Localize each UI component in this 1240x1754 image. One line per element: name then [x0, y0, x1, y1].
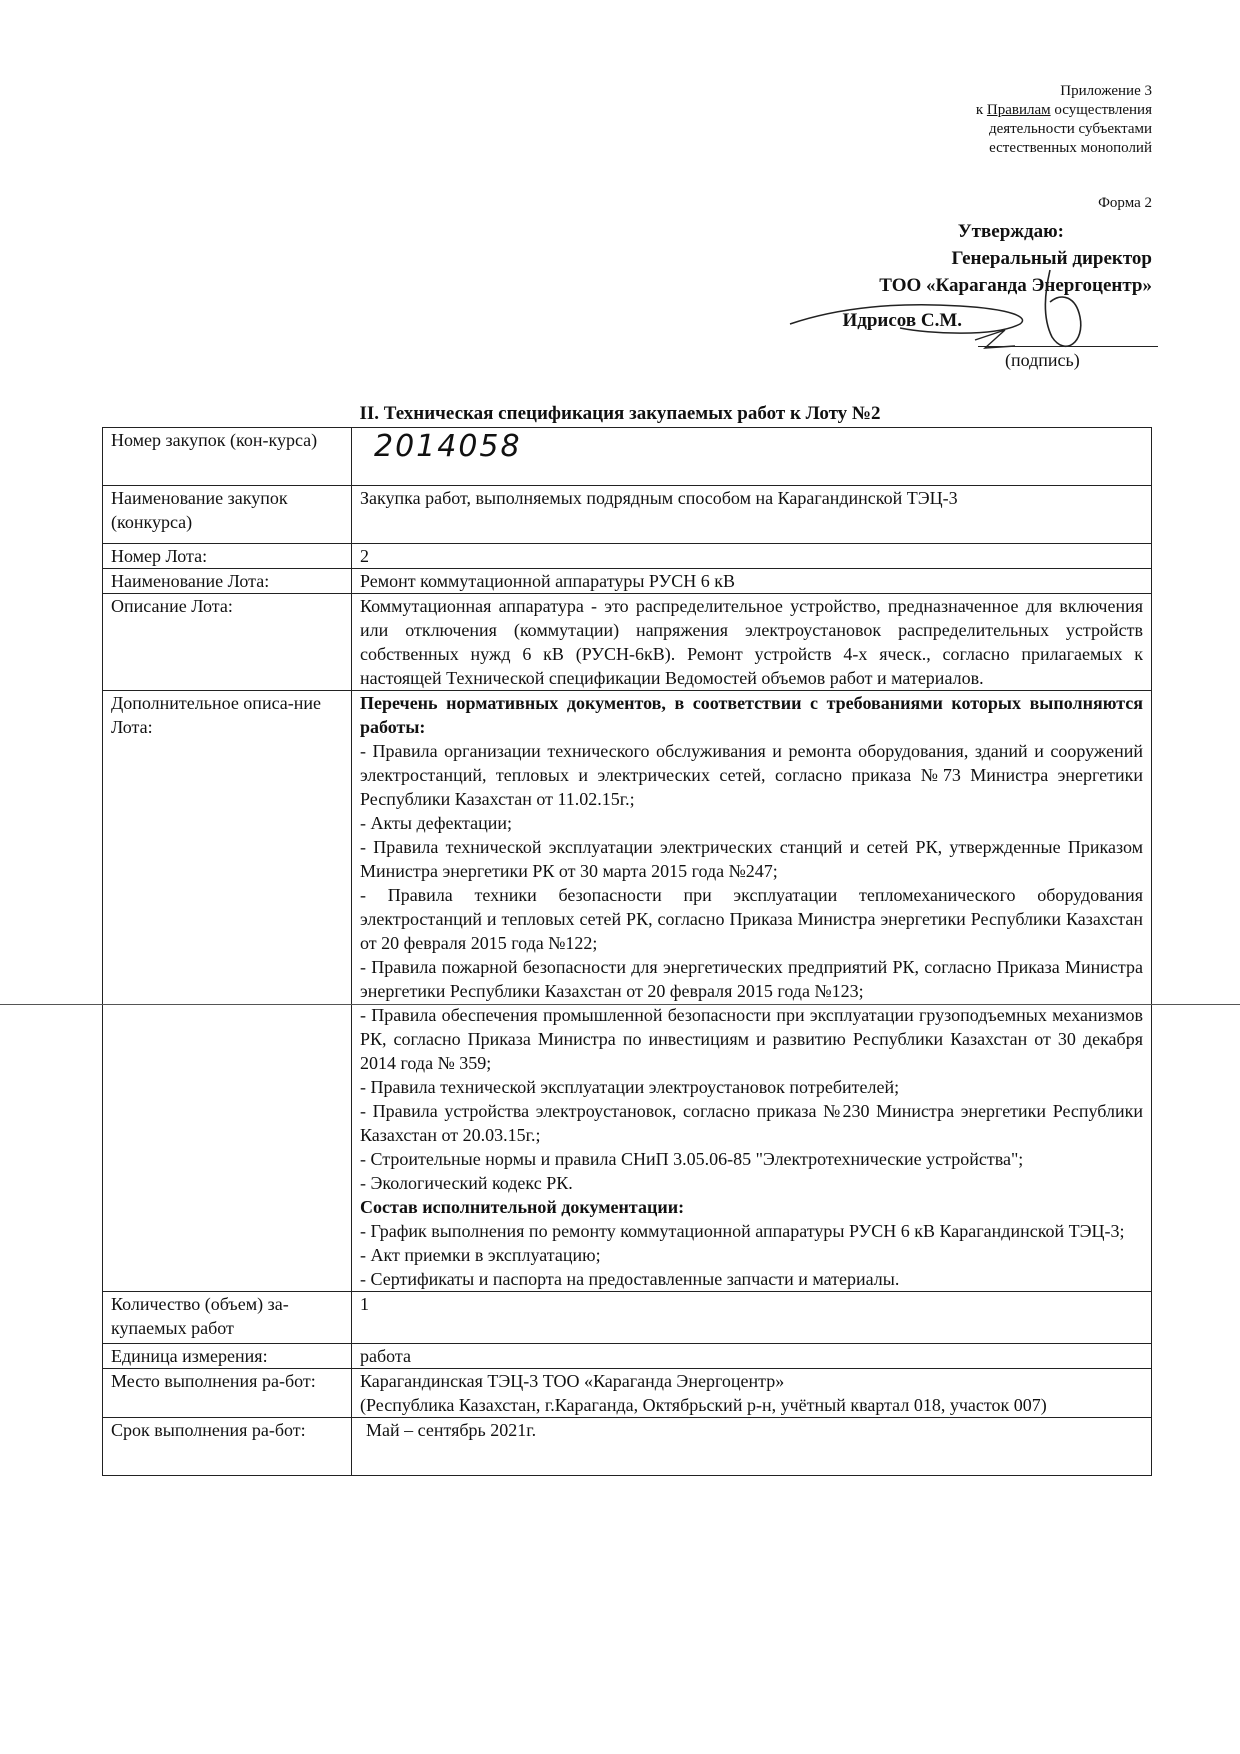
purchase-number: 2014058: [374, 429, 522, 464]
signatory-name: Идрисов С.М.: [842, 310, 962, 331]
appendix-header: [812, 82, 1152, 158]
list-item: - Правила технической эксплуатации электроустановок потребителей;: [360, 1077, 900, 1097]
list-item: - Акты дефектации;: [360, 813, 512, 833]
row-label: Номер закупок (кон-курса): [103, 428, 352, 486]
location-line: Карагандинская ТЭЦ-3 ТОО «Караганда Энергоцентр»: [360, 1371, 785, 1391]
table-row: [103, 594, 1152, 691]
row-label: Номер Лота:: [103, 544, 352, 569]
documentation-heading: Состав исполнительной документации:: [360, 1197, 685, 1217]
row-value: Коммутационная аппаратура - это распределительное устройство, предназначенное для включения или отключения (коммутации) напряжения электроустановок распределительных устройств собственных нужд 6 кВ (РУСН-6кВ). Ремонт устройств 4-х яческ., согласно прилагаемых к настоящей Технической спецификации Ведомостей объемов работ и материалов.: [352, 594, 1152, 691]
appendix-prefix: к: [975, 102, 987, 118]
signature-caption: (подпись): [1005, 350, 1080, 370]
row-value: Закупка работ, выполняемых подрядным способом на Карагандинской ТЭЦ-3: [352, 486, 1152, 544]
row-label: Единица измерения:: [103, 1344, 352, 1369]
row-value: 1: [352, 1292, 1152, 1344]
spec-table: [102, 427, 1152, 1476]
list-item: - Строительные нормы и правила СНиП 3.05.06-85 "Электротехнические устройства";: [360, 1149, 1024, 1169]
list-item: - Правила техники безопасности при эксплуатации тепломеханического оборудования электростанций и тепловых сетей РК, согласно Приказа Министра энергетики Республики Казахстан от 20 февраля 2015 года №122;: [360, 885, 1143, 953]
list-item: - График выполнения по ремонту коммутационной аппаратуры РУСН 6 кВ Карагандинской ТЭЦ-3;: [360, 1221, 1125, 1241]
list-item: - Правила устройства электроустановок, согласно приказа №230 Министра энергетики Республики Казахстан от 20.03.15г.;: [360, 1101, 1143, 1145]
row-value: Ремонт коммутационной аппаратуры РУСН 6 кВ: [352, 569, 1152, 594]
row-label: Количество (объем) за-купаемых работ: [103, 1292, 352, 1344]
location-address: (Республика Казахстан, г.Караганда, Октябрьский р-н, учётный квартал 018, участок 007): [360, 1395, 1047, 1415]
list-item: - Экологический кодекс РК.: [360, 1173, 573, 1193]
row-value: [352, 1418, 1152, 1476]
rules-link: Правилам: [986, 102, 1051, 118]
work-period: Май – сентябрь 2021г.: [366, 1420, 537, 1440]
row-value: работа: [352, 1344, 1152, 1369]
table-row: [103, 1369, 1152, 1418]
table-row: [103, 486, 1152, 544]
row-label: Описание Лота:: [103, 594, 352, 691]
list-item: - Правила пожарной безопасности для энергетических предприятий РК, согласно Приказа Министра энергетики Республики Казахстан от 20 февраля 2015 года №123;: [360, 957, 1143, 1001]
row-value: [352, 1369, 1152, 1418]
row-value: [352, 691, 1152, 1292]
form-label: Форма 2: [1098, 195, 1152, 211]
row-value: [352, 428, 1152, 486]
scan-divider-line: [0, 1004, 1240, 1005]
director-position: Генеральный директор: [951, 248, 1152, 269]
regulations-heading: Перечень нормативных документов, в соответствии с требованиями которых выполняются работы:: [360, 693, 1143, 737]
table-row: [103, 569, 1152, 594]
row-value: 2: [352, 544, 1152, 569]
appendix-line: Приложение 3: [1060, 83, 1152, 99]
table-row: [103, 544, 1152, 569]
list-item: - Акт приемки в эксплуатацию;: [360, 1245, 601, 1265]
signature-line: [978, 346, 1158, 347]
appendix-line: естественных монополий: [989, 140, 1152, 156]
table-row: [103, 1344, 1152, 1369]
table-row: [103, 1292, 1152, 1344]
list-item: - Правила организации технического обслуживания и ремонта оборудования, зданий и сооружений электростанций, тепловых и электрических сетей, согласно приказа №73 Министра энергетики Республики Казахстан от 11.02.15г.;: [360, 741, 1143, 809]
row-label: Наименование закупок (конкурса): [103, 486, 352, 544]
approve-word: Утверждаю:: [957, 221, 1064, 242]
appendix-suffix: осуществления: [1050, 102, 1152, 118]
table-row: [103, 691, 1152, 1292]
row-label: Срок выполнения ра-бот:: [103, 1418, 352, 1476]
list-item: - Правила технической эксплуатации электрических станций и сетей РК, утвержденные Приказом Министра энергетики РК от 30 марта 2015 года №247;: [360, 837, 1143, 881]
list-item: - Сертификаты и паспорта на предоставленные запчасти и материалы.: [360, 1269, 900, 1289]
row-label: Место выполнения ра-бот:: [103, 1369, 352, 1418]
row-label: Наименование Лота:: [103, 569, 352, 594]
appendix-line: деятельности субъектами: [988, 121, 1152, 137]
list-item: - Правила обеспечения промышленной безопасности при эксплуатации грузоподъемных механизмов РК, согласно Приказа Министра по инвестициям и развитию Республики Казахстан от 30 декабря 2014 года № 359;: [360, 1005, 1143, 1073]
row-label: Дополнительное описа-ние Лота:: [103, 691, 352, 1292]
appendix-line: [812, 101, 1152, 120]
page-title: II. Техническая спецификация закупаемых работ к Лоту №2: [359, 403, 881, 424]
table-row: [103, 1418, 1152, 1476]
company-name: ТОО «Караганда Энергоцентр»: [879, 275, 1152, 296]
table-row: [103, 428, 1152, 486]
